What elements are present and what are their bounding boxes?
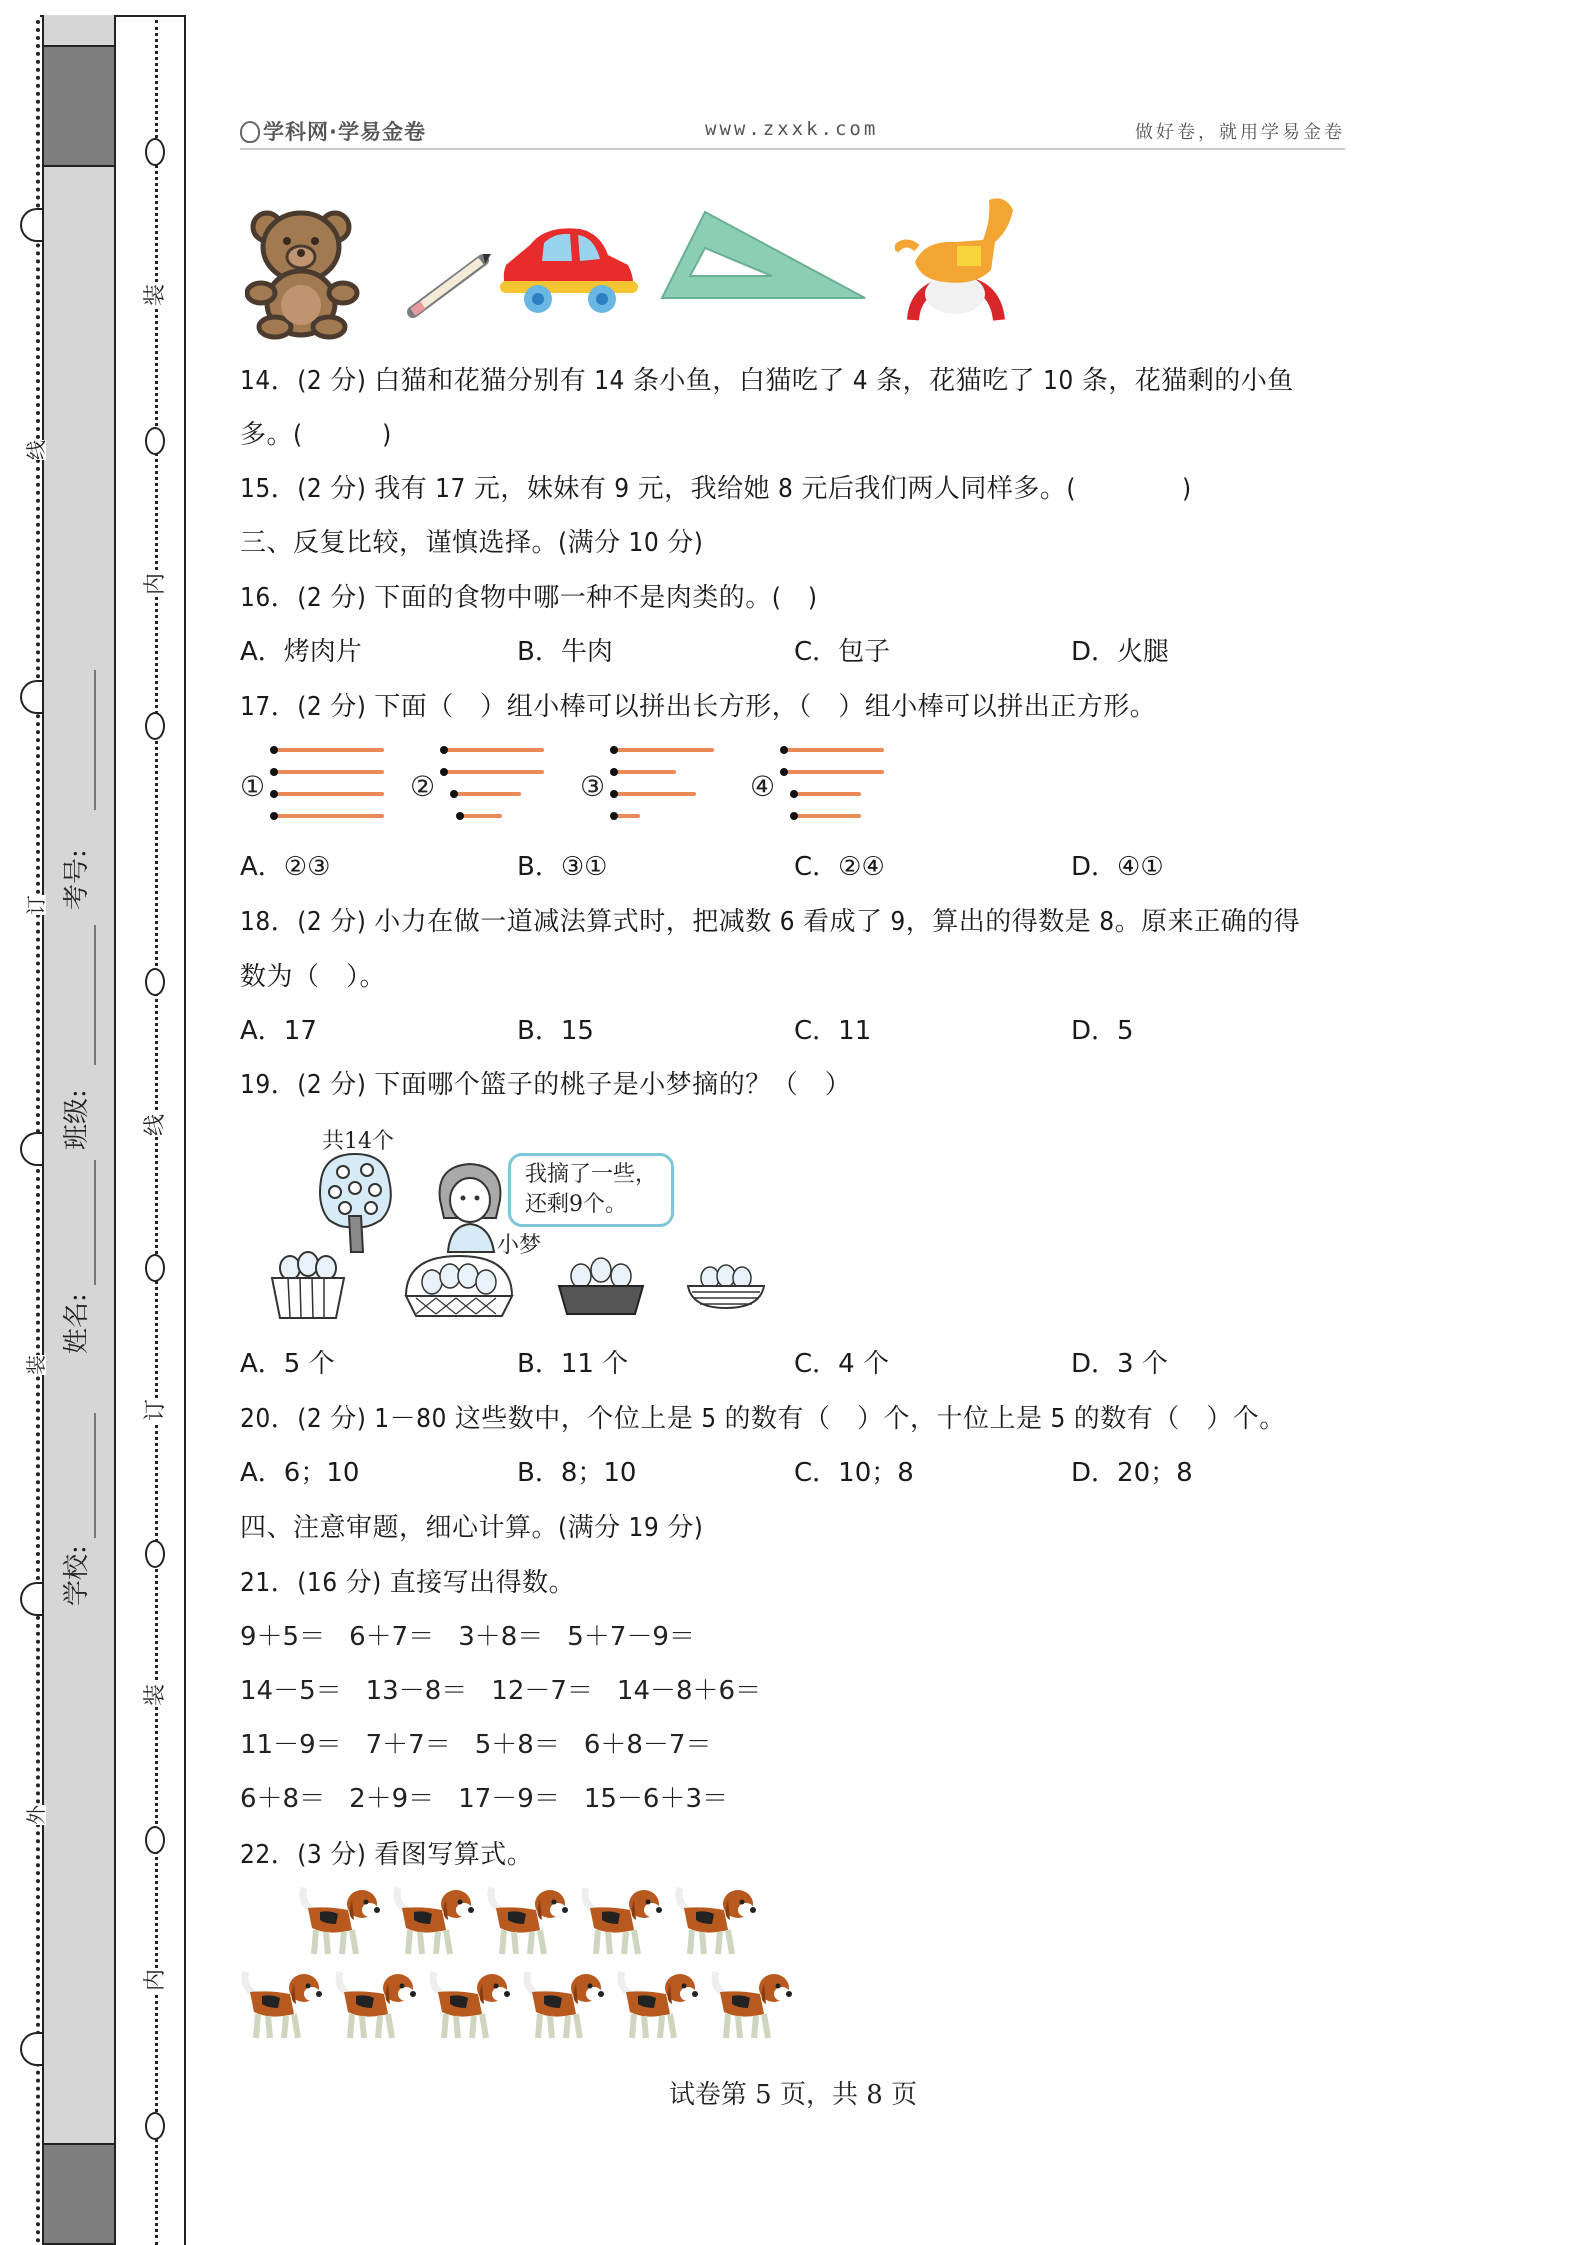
bubble-line2: 还剩9个。: [525, 1192, 627, 1217]
dog-icon: [392, 1880, 482, 1962]
q15-line1[interactable]: 15．(2 分) 我有 17 元，妹妹有 9 元，我给她 8 元后我们两人同样多。( ): [240, 474, 1192, 504]
stick: [794, 792, 861, 796]
q20-stem: 20．(2 分) 1－80 这些数中，个位上是 5 的数有（ ）个，十位上是 5 的数有（ ）个。: [240, 1404, 1286, 1434]
calculation-item[interactable]: 5＋8＝: [474, 1730, 560, 1760]
stick-group-label: ④: [750, 770, 776, 803]
basket-b-image: [402, 1252, 517, 1318]
calculation-row: [240, 1620, 719, 1654]
teddy-bear-image: [245, 205, 365, 340]
margin-dark-block-bottom: [42, 2143, 116, 2245]
inner-label: 内: [143, 1969, 168, 1992]
binding-hole: [20, 680, 42, 714]
class-label: 班级:: [62, 1089, 92, 1150]
q16-option-b[interactable]: B．牛肉: [517, 637, 613, 667]
logo-text: 学科网·学易金卷: [263, 120, 426, 144]
stick: [614, 792, 696, 796]
inner-label: 装: [143, 284, 168, 307]
q16-option-c[interactable]: C．包子: [794, 637, 891, 667]
calculation-item[interactable]: 6＋7＝: [349, 1622, 435, 1652]
stick-group-label: ②: [410, 770, 436, 803]
calculation-item[interactable]: 11－9＝: [240, 1730, 342, 1760]
school-label: 学校:: [62, 1545, 92, 1606]
q16-stem: 16．(2 分) 下面的食物中哪一种不是肉类的。( ): [240, 583, 818, 613]
basket-c-image: [555, 1256, 647, 1318]
inner-label: 内: [143, 573, 168, 596]
class-field-line[interactable]: [94, 1160, 96, 1285]
dogs-row-2: [240, 1964, 800, 2046]
stick: [274, 748, 384, 752]
pencil-image: [405, 250, 495, 320]
outer-label: 线: [24, 440, 48, 460]
stick: [794, 814, 861, 818]
dogs-row-1: [298, 1880, 764, 1962]
exam-id-field-line[interactable]: [94, 925, 96, 1065]
calculation-item[interactable]: 2＋9＝: [349, 1784, 435, 1814]
exam-id-label: 考号:: [62, 849, 92, 910]
dog-icon: [674, 1880, 764, 1962]
stick: [614, 748, 714, 752]
stick: [614, 770, 676, 774]
q18-option-a[interactable]: A．17: [240, 1016, 317, 1046]
section-4-heading: 四、注意审题，细心计算。(满分 19 分): [240, 1513, 704, 1543]
inner-circle: [145, 1540, 165, 1568]
margin-dark-block-top: [42, 45, 116, 167]
calculation-row: [240, 1782, 752, 1816]
name-field-line[interactable]: [94, 1413, 96, 1538]
page-number-footer: 试卷第 5 页，共 8 页: [668, 2080, 918, 2110]
calculation-item[interactable]: 5＋7－9＝: [567, 1622, 695, 1652]
inner-circle: [145, 968, 165, 996]
stick: [274, 814, 384, 818]
stick: [454, 792, 521, 796]
slogan: 做好卷，就用学易金卷: [1135, 122, 1345, 143]
q17-stick-groups: [240, 740, 920, 840]
inner-circle: [145, 138, 165, 166]
binding-hole: [20, 1582, 42, 1616]
site-logo: [240, 116, 426, 146]
q14-line1: 14．(2 分) 白猫和花猫分别有 14 条小鱼，白猫吃了 4 条，花猫吃了 10 条，花猫剩的小鱼: [240, 366, 1294, 396]
calculation-item[interactable]: 13－8＝: [365, 1676, 468, 1706]
q17-option-a[interactable]: A．②③: [240, 852, 331, 882]
tree-total-label: 共14个: [322, 1129, 394, 1154]
calculation-item[interactable]: 14－8＋6＝: [616, 1676, 762, 1706]
bubble-line1: 我摘了一些，: [525, 1162, 658, 1187]
q19-option-d[interactable]: D．3 个: [1071, 1349, 1168, 1379]
inner-label: 订: [143, 1399, 168, 1422]
q18-option-d[interactable]: D．5: [1071, 1016, 1134, 1046]
calculation-row: [240, 1674, 785, 1708]
dog-icon: [486, 1880, 576, 1962]
q18-line2: 数为（ ）。: [240, 962, 387, 992]
q17-option-c[interactable]: C．②④: [794, 852, 885, 882]
q19-stem: 19．(2 分) 下面哪个篮子的桃子是小梦摘的？（ ）: [240, 1070, 852, 1100]
calculation-item[interactable]: 14－5＝: [240, 1676, 342, 1706]
page-header: [240, 112, 1345, 150]
q19-option-a[interactable]: A．5 个: [240, 1349, 335, 1379]
q17-stem: 17．(2 分) 下面（ ）组小棒可以拼出长方形，（ ）组小棒可以拼出正方形。: [240, 692, 1157, 722]
q20-option-b[interactable]: B．8；10: [517, 1458, 637, 1488]
girl-name-label: 小梦: [497, 1233, 542, 1258]
q19-option-c[interactable]: C．4 个: [794, 1349, 889, 1379]
stick: [614, 814, 640, 818]
dog-icon: [710, 1964, 800, 2046]
q20-option-a[interactable]: A．6；10: [240, 1458, 360, 1488]
calculation-item[interactable]: 7＋7＝: [365, 1730, 451, 1760]
q14-line2[interactable]: 多。( ): [240, 420, 392, 450]
stick: [444, 748, 544, 752]
dog-icon: [240, 1964, 330, 2046]
inner-circle: [145, 1826, 165, 1854]
inner-circle: [145, 2112, 165, 2140]
q18-option-c[interactable]: C．11: [794, 1016, 872, 1046]
speech-bubble: [508, 1153, 674, 1227]
peach-tree-image: [315, 1150, 395, 1255]
calculation-item[interactable]: 17－9＝: [458, 1784, 560, 1814]
site-url: www.zxxk.com: [705, 118, 879, 140]
name-label: 姓名:: [62, 1293, 92, 1354]
margin-right-rule: [184, 15, 186, 2245]
q16-option-d[interactable]: D．火腿: [1071, 637, 1170, 667]
basket-d-image: [686, 1262, 766, 1312]
calculation-item[interactable]: 6＋8－7＝: [583, 1730, 712, 1760]
dog-icon: [580, 1880, 670, 1962]
calculation-item[interactable]: 12－7＝: [491, 1676, 593, 1706]
outer-label: 装: [24, 1355, 48, 1375]
inner-circle: [145, 1254, 165, 1282]
stick: [274, 770, 384, 774]
inner-label: 线: [143, 1114, 168, 1137]
dog-icon: [428, 1964, 518, 2046]
owl-logo-icon: [240, 121, 260, 143]
q19-option-b[interactable]: B．11 个: [517, 1349, 629, 1379]
outer-label: 外: [24, 1805, 48, 1825]
toy-car-image: [500, 225, 640, 315]
exam-id-field-line-end: [94, 670, 96, 810]
dog-icon: [334, 1964, 424, 2046]
calculation-item[interactable]: 9＋5＝: [240, 1622, 326, 1652]
q21-stem: 21．(16 分) 直接写出得数。: [240, 1568, 576, 1598]
dog-icon: [616, 1964, 706, 2046]
inner-circle: [145, 427, 165, 455]
basket-a-image: [268, 1250, 348, 1320]
dog-icon: [522, 1964, 612, 2046]
q17-option-d[interactable]: D．④①: [1071, 852, 1164, 882]
q20-option-c[interactable]: C．10；8: [794, 1458, 914, 1488]
binding-hole: [20, 1132, 42, 1166]
calculation-row: [240, 1728, 735, 1762]
stick: [444, 770, 544, 774]
binding-hole: [20, 208, 42, 242]
q18-line1: 18．(2 分) 小力在做一道减法算式时，把减数 6 看成了 9，算出的得数是 8。原来正确的得: [240, 907, 1301, 937]
binding-hole: [20, 2032, 42, 2066]
stick-group-label: ③: [580, 770, 606, 803]
calculation-item[interactable]: 15－6＋3＝: [583, 1784, 728, 1814]
rocking-horse-image: [895, 190, 1035, 325]
section-3-heading: 三、反复比较，谨慎选择。(满分 10 分): [240, 528, 704, 558]
calculation-item[interactable]: 3＋8＝: [458, 1622, 544, 1652]
q16-option-a[interactable]: A．烤肉片: [240, 637, 362, 667]
triangle-ruler-image: [660, 210, 870, 300]
calculation-item[interactable]: 6＋8＝: [240, 1784, 326, 1814]
inner-circle: [145, 712, 165, 740]
q22-stem: 22．(3 分) 看图写算式。: [240, 1840, 534, 1870]
stick: [784, 770, 884, 774]
stick: [274, 792, 384, 796]
inner-label: 装: [143, 1684, 168, 1707]
q18-option-b[interactable]: B．15: [517, 1016, 594, 1046]
stick-group-label: ①: [240, 770, 266, 803]
outer-label: 订: [24, 895, 48, 915]
stick: [784, 748, 884, 752]
q20-option-d[interactable]: D．20；8: [1071, 1458, 1193, 1488]
stick: [460, 814, 502, 818]
dog-icon: [298, 1880, 388, 1962]
q17-option-b[interactable]: B．③①: [517, 852, 608, 882]
